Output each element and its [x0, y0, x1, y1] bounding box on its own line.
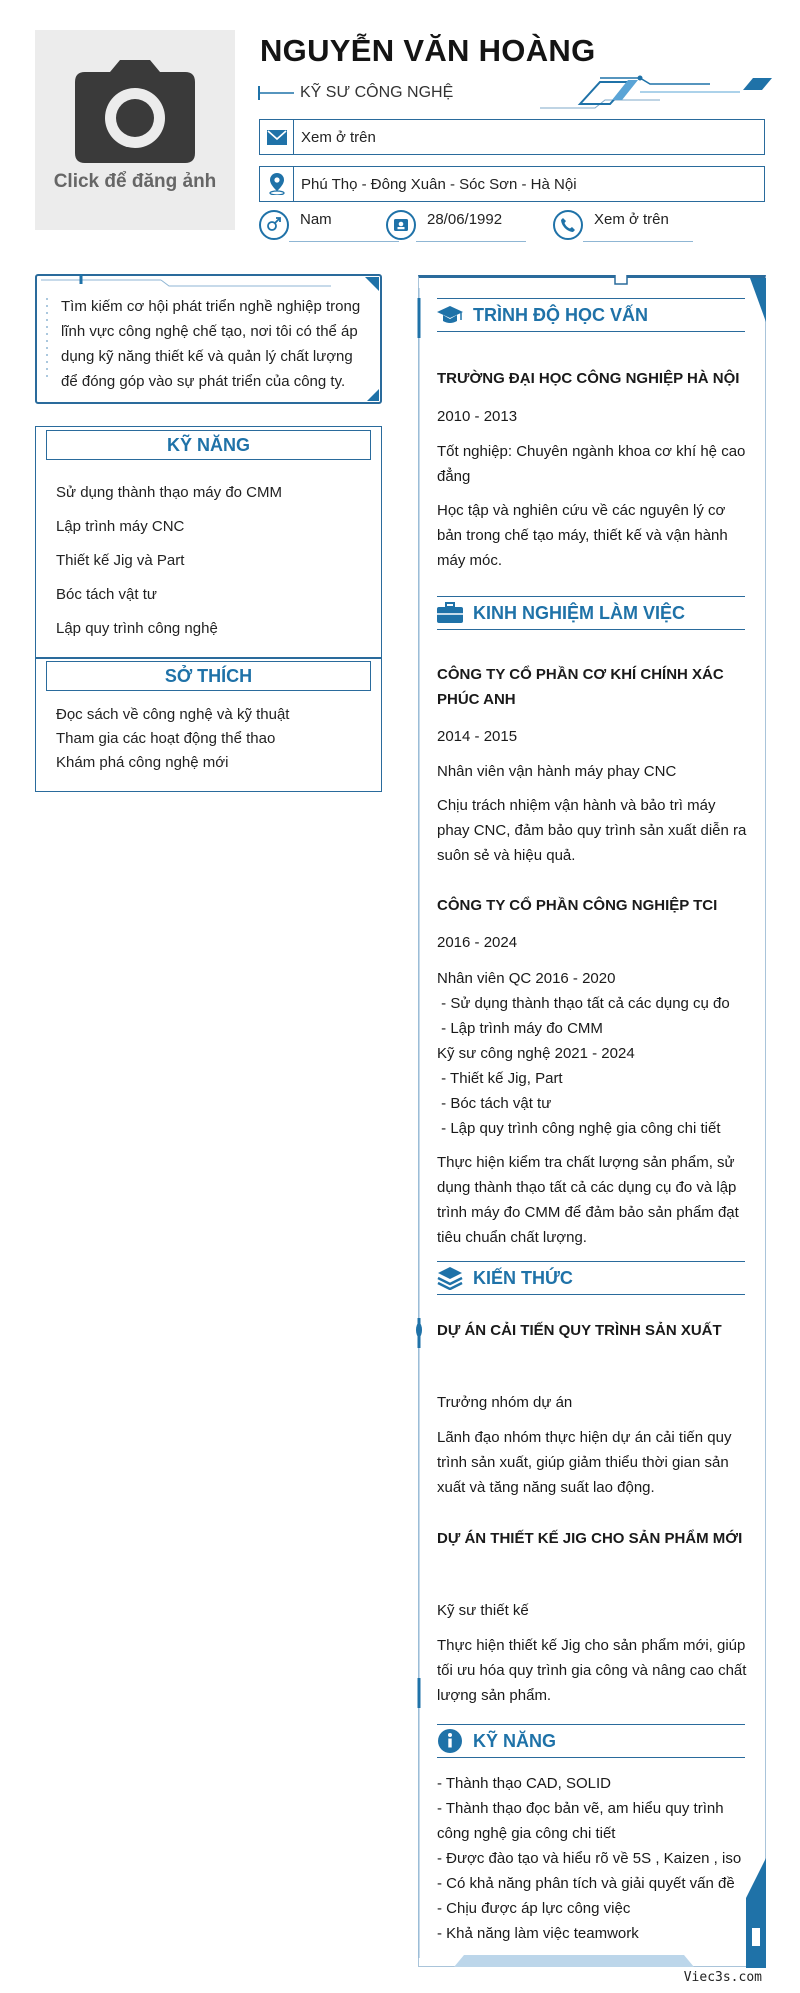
- address-value: Phú Thọ - Đông Xuân - Sóc Sơn - Hà Nội: [301, 175, 577, 193]
- full-name: NGUYỄN VĂN HOÀNG: [260, 33, 596, 68]
- job-company: CÔNG TY CỔ PHẦN CÔNG NGHIỆP TCI: [437, 897, 718, 914]
- job-role-line: Kỹ sư công nghệ 2021 - 2024: [437, 1045, 635, 1062]
- hobby-item: Đọc sách về công nghệ và kỹ thuật: [56, 706, 290, 723]
- objective-dots: [45, 298, 49, 378]
- job-company: CÔNG TY CỔ PHẦN CƠ KHÍ CHÍNH XÁC PHÚC ANH: [437, 666, 724, 708]
- camera-icon: [75, 58, 195, 163]
- graduation-cap-icon: [437, 304, 463, 326]
- email-field[interactable]: [259, 119, 765, 155]
- profile-photo-placeholder[interactable]: [35, 30, 235, 230]
- job-role-line: - Sử dụng thành thạo tất cả các dụng cụ đo: [437, 995, 730, 1012]
- skills-right-title: KỸ NĂNG: [473, 1730, 557, 1751]
- panel-tab-notch: [614, 275, 628, 287]
- skill-line: - Chịu được áp lực công việc: [437, 1900, 631, 1917]
- corner-top-icon: [365, 277, 379, 291]
- right-panel: [418, 275, 766, 1967]
- job-role-line: - Lập trình máy đo CMM: [437, 1020, 603, 1037]
- info-icon: [437, 1728, 463, 1754]
- panel-corner-top: [750, 278, 766, 322]
- job-role-line: - Lập quy trình công nghệ gia công chi tiết: [437, 1120, 721, 1137]
- skill-item: Sử dụng thành thạo máy đo CMM: [56, 484, 282, 501]
- job-role-line: Nhân viên QC 2016 - 2020: [437, 970, 616, 987]
- envelope-icon: [260, 120, 294, 154]
- knowledge-title: KIẾN THỨC: [473, 1267, 573, 1288]
- project-name: DỰ ÁN THIẾT KẾ JIG CHO SẢN PHẨM MỚI: [437, 1530, 743, 1547]
- skills-box-title: KỸ NĂNG: [46, 430, 371, 460]
- skill-item: Bóc tách vật tư: [56, 586, 157, 603]
- phone-icon: [553, 210, 583, 240]
- photo-caption: Click để đăng ảnh: [53, 171, 217, 192]
- email-value: Xem ở trên: [301, 128, 376, 146]
- education-period: 2010 - 2013: [437, 408, 518, 425]
- objective-top-decoration: [41, 274, 341, 288]
- project-role: Trưởng nhóm dự án: [437, 1394, 573, 1411]
- skill-line: - Thành thạo đọc bản vẽ, am hiểu quy trình công nghệ gia công chi tiết: [437, 1800, 724, 1842]
- phone-field: [553, 210, 669, 240]
- birthday-field: [386, 210, 502, 240]
- job-role-line: - Bóc tách vật tư: [437, 1095, 552, 1112]
- objective-text: Tìm kiếm cơ hội phát triển nghề nghiệp trong lĩnh vực công nghệ chế tạo, nơi tôi có thể áp dụng kỹ năng thiết kế và quản lý chất lượng để đóng góp vào sự phát triển của công ty.: [61, 298, 361, 390]
- experience-title: KINH NGHIỆM LÀM VIỆC: [473, 602, 686, 623]
- panel-left-circuit: [413, 278, 425, 1970]
- education-title: TRÌNH ĐỘ HỌC VẤN: [473, 304, 648, 325]
- project-name: DỰ ÁN CẢI TIẾN QUY TRÌNH SẢN XUẤT: [437, 1322, 722, 1339]
- job-description: Chịu trách nhiệm vận hành và bảo trì máy phay CNC, đảm bảo quy trình sản xuất diễn ra suôn sẻ và hiệu quả.: [437, 797, 747, 864]
- knowledge-section-header: [437, 1261, 745, 1295]
- job-period: 2014 - 2015: [437, 728, 518, 745]
- skill-line: - Thành thạo CAD, SOLID: [437, 1775, 611, 1792]
- skill-line: - Được đào tạo và hiểu rõ về 5S , Kaizen , iso: [437, 1850, 742, 1867]
- project-description: Lãnh đạo nhóm thực hiện dự án cải tiến quy trình sản xuất, giúp giảm thiểu thời gian sản xuất và tăng năng suất lao động.: [437, 1429, 732, 1496]
- briefcase-icon: [437, 602, 463, 624]
- address-field[interactable]: [259, 166, 765, 202]
- school-name: TRƯỜNG ĐẠI HỌC CÔNG NGHIỆP HÀ NỘI: [437, 370, 740, 387]
- footer-watermark: Viec3s.com: [683, 1970, 762, 1985]
- job-role-line: - Thiết kế Jig, Part: [437, 1070, 563, 1087]
- id-card-icon: [386, 210, 416, 240]
- panel-corner-bottom: [746, 1858, 766, 1968]
- gender-icon: [259, 210, 289, 240]
- skill-line: - Khả năng làm việc teamwork: [437, 1925, 639, 1942]
- skill-item: Thiết kế Jig và Part: [56, 552, 185, 569]
- panel-bottom-decoration: [444, 1955, 694, 1967]
- corner-bottom-icon: [367, 389, 379, 401]
- skill-item: Lập trình máy CNC: [56, 518, 185, 535]
- job-description: Thực hiện kiểm tra chất lượng sản phẩm, sử dụng thành thạo tất cả các dụng cụ đo và lập trình máy đo CMM để đảm bảo sản phẩm đạt tiêu chuẩn chất lượng.: [437, 1154, 739, 1246]
- skills-section-header: [437, 1724, 745, 1758]
- education-description: Học tập và nghiên cứu về các nguyên lý cơ bản trong chế tạo máy, thiết kế và vận hành máy móc.: [437, 502, 728, 569]
- map-pin-icon: [260, 167, 294, 201]
- title-bracket-icon: [258, 85, 298, 101]
- hobbies-box: [35, 657, 382, 792]
- circuit-decoration: [540, 72, 775, 112]
- education-degree: Tốt nghiệp: Chuyên ngành khoa cơ khí hệ cao đẳng: [437, 443, 746, 485]
- job-period: 2016 - 2024: [437, 934, 518, 951]
- layers-icon: [437, 1266, 463, 1290]
- skills-box: [35, 426, 382, 659]
- birthday-value: 28/06/1992: [427, 210, 503, 228]
- project-role: Kỹ sư thiết kế: [437, 1602, 529, 1619]
- hobby-item: Tham gia các hoạt động thể thao: [56, 730, 276, 747]
- skill-item: Lập quy trình công nghệ: [56, 620, 218, 637]
- experience-section-header: [437, 596, 745, 630]
- job-role: Nhân viên vận hành máy phay CNC: [437, 763, 677, 780]
- career-objective-box: [35, 274, 382, 404]
- skill-line: - Có khả năng phân tích và giải quyết vấn đề: [437, 1875, 735, 1892]
- gender-value: Nam: [300, 210, 332, 228]
- education-section-header: [437, 298, 745, 332]
- job-title: KỸ SƯ CÔNG NGHỆ: [300, 84, 454, 101]
- gender-field: [259, 210, 332, 240]
- hobby-item: Khám phá công nghệ mới: [56, 754, 229, 771]
- hobbies-box-title: SỞ THÍCH: [46, 661, 371, 691]
- phone-value: Xem ở trên: [594, 210, 669, 228]
- project-description: Thực hiện thiết kế Jig cho sản phẩm mới, giúp tối ưu hóa quy trình gia công và nâng cao chất lượng sản phẩm.: [437, 1637, 747, 1704]
